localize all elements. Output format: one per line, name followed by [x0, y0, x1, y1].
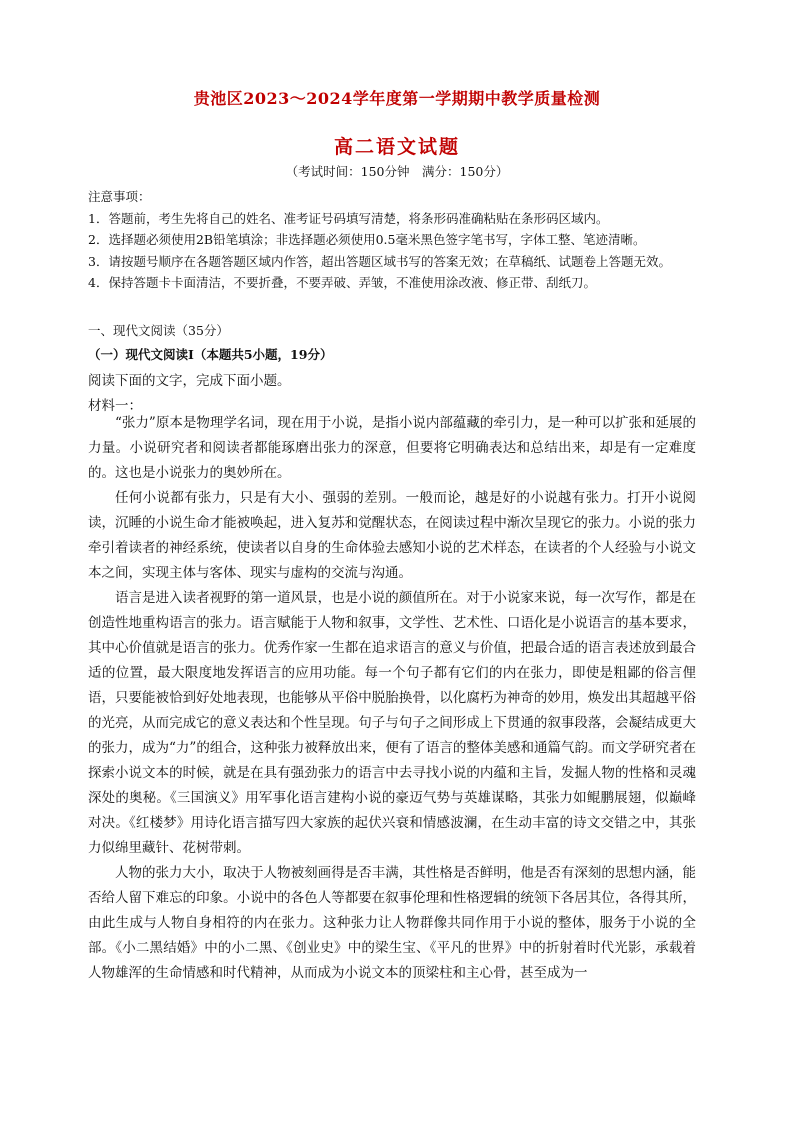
- notice-item: 2．选择题必须使用2B铅笔填涂；非选择题必须使用0.5毫米黑色签字笔书写，字体工整、笔迹清晰。: [88, 232, 646, 247]
- notice-item: 4．保持答题卡卡面清洁，不要折叠，不要弄破、弄皱，不准使用涂改液、修正带、刮纸刀。: [88, 275, 596, 290]
- notice-item: 1．答题前，考生先将自己的姓名、准考证号码填写清楚，将条形码准确粘贴在条形码区域内。: [88, 210, 609, 226]
- material-label: 材料一：: [88, 398, 142, 414]
- passage-paragraph: 语言是进入读者视野的第一道风景，也是小说的颜值所在。对于小说家来说，每一次写作，都是在创造性地重构语言的张力。语言赋能于人物和叙事，文学性、艺术性、口语化是小说语言的基本要求，其中心价值就是语言的张力。优秀作家一生都在追求语言的意义与价值，把最合适的语言表述放到最合适的位置，最大限度地发挥语言的应用功能。每一个句子都有它们的内在张力，即使是粗鄙的俗言俚语，只要能被恰到好处地表现，也能够从平俗中脱胎换骨，以化腐朽为神奇的妙用，焕发出其超越平俗的光亮，从而完成它的意义表达和个性呈现。句子与句子之间形成上下贯通的叙事段落，会凝结成更大的张力，成为“力”的组合，这种张力被释放出来，便有了语言的整体美感和通篇气韵。而文学研究者在探索小说文本的时候，就是在具有强劲张力的语言中去寻找小说的内蕴和主旨，发掘人物的性格和灵魂深处的奥秘。《三国演义》用军事化语言建构小说的豪迈气势与英雄谋略，其张力如鲲鹏展翅，似巅峰对决。《红楼梦》用诗化语言描写四大家族的起伏兴衰和情感波澜，在生动丰富的诗文交错之中，其张力似绵里藏针、花树带刺。: [88, 590, 696, 856]
- passage-paragraph: “张力”原本是物理学名词，现在用于小说，是指小说内部蕴藏的牵引力，是一种可以扩张和延展的力量。小说研究者和阅读者都能琢磨出张力的深意，但要将它明确表达和总结出来，却是有一定难度的。这也是小说张力的奥妙所在。: [88, 415, 696, 481]
- passage-paragraph: 人物的张力大小，取决于人物被刻画得是否丰满，其性格是否鲜明，他是否有深刻的思想内涵，能否给人留下难忘的印象。小说中的各色人等都要在叙事伦理和性格逻辑的统领下各居其位，各得其所，由此生成与人物自身相符的内在张力。这种张力让人物群像共同作用于小说的整体，服务于小说的全部。《小二黑结婚》中的小二黑、《创业史》中的梁生宝、《平凡的世界》中的折射着时代光影，承载着人物雄浑的生命情感和时代精神，从而成为小说文本的顶梁柱和主心骨，甚至成为一: [88, 865, 696, 981]
- exam-subtitle: 高二语文试题: [333, 136, 460, 158]
- passage-body: [88, 411, 696, 986]
- exam-title: 贵池区2023～2024学年度第一学期期中教学质量检测: [193, 89, 601, 108]
- exam-info: （考试时间：150分钟 满分：150分）: [285, 164, 509, 179]
- notice-item: 3．请按题号顺序在各题答题区域内作答，超出答题区域书写的答案无效；在草稿纸、试题卷上答题无效。: [88, 253, 671, 269]
- passage-paragraph: 任何小说都有张力，只是有大小、强弱的差别。一般而论，越是好的小说越有张力。打开小说阅读，沉睡的小说生命才能被唤起，进入复苏和觉醒状态，在阅读过程中渐次呈现它的张力。小说的张力牵引着读者的神经系统，使读者以自身的生命体验去感知小说的艺术样态，在读者的个人经验与小说文本之间，实现主体与客体、现实与虚构的交流与沟通。: [88, 490, 696, 581]
- section-heading: 一、现代文阅读（35分）: [88, 323, 229, 338]
- section-subheading: （一）现代文阅读Ⅰ（本题共5小题，19分）: [88, 347, 333, 362]
- section-instruction: 阅读下面的文字，完成下面小题。: [88, 373, 291, 389]
- notice-heading: 注意事项：: [88, 189, 151, 204]
- notice-section: [88, 186, 728, 294]
